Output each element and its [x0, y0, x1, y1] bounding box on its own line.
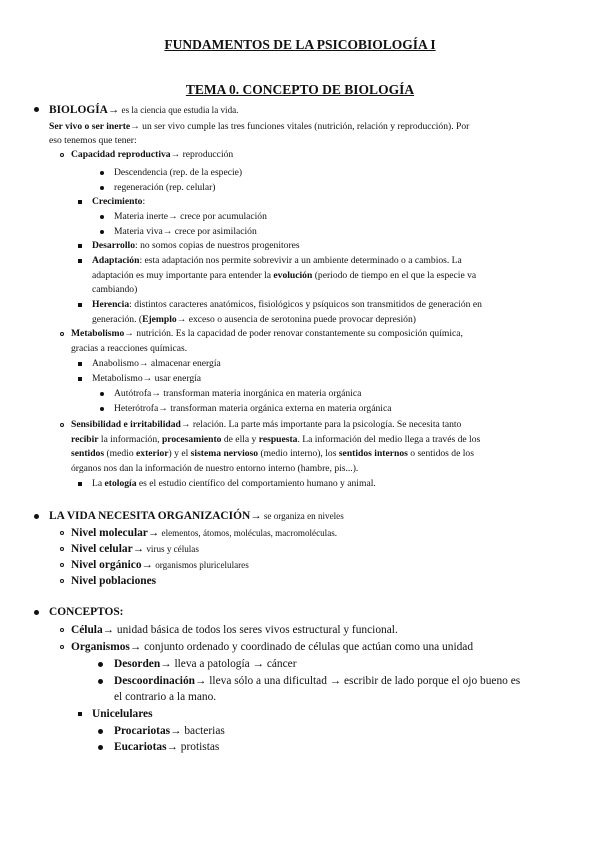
list-item: La etología es el estudio científico del comportamiento humano y animal.	[92, 478, 376, 489]
bullet-icon	[34, 610, 39, 615]
bullet-icon	[60, 579, 64, 583]
bullet-icon	[98, 729, 103, 734]
list-item: regeneración (rep. celular)	[114, 182, 216, 193]
bullet-icon	[60, 332, 64, 336]
section-title: TEMA 0. CONCEPTO DE BIOLOGÍA	[185, 82, 415, 97]
list-item: Nivel poblaciones	[71, 575, 157, 587]
list-item: Desorden→ lleva a patología → cáncer	[114, 658, 297, 670]
bullet-icon	[100, 407, 104, 411]
list-item: Capacidad reproductiva→ reproducción	[71, 149, 234, 160]
text-line: Ser vivo o ser inerte→ un ser vivo cumple las tres funciones vitales (nutrición, relación y reproducción). Por	[49, 121, 470, 132]
bullet-icon	[78, 712, 82, 716]
list-item: Autótrofa→ transforman materia inorgánica en materia orgánica	[114, 388, 362, 399]
bullet-icon	[78, 303, 82, 307]
bullet-icon	[60, 531, 64, 535]
bullet-icon	[60, 563, 64, 567]
list-item: Materia inerte→ crece por acumulación	[114, 211, 267, 222]
bullet-icon	[60, 645, 64, 649]
list-item: Adaptación: esta adaptación nos permite sobrevivir a un ambiente determinado o a cambios. La	[92, 255, 462, 266]
bullet-icon	[60, 423, 64, 427]
bullet-icon	[100, 230, 104, 234]
bullet-icon	[100, 392, 104, 396]
bullet-icon	[78, 362, 82, 366]
text-line: recibir la información, procesamiento de ella y respuesta. La información del medio llega a través de los	[71, 434, 481, 445]
list-item: Descoordinación→ lleva sólo a una dificultad → escribir de lado porque el ojo bueno es	[114, 675, 521, 687]
text-line: gracias a reacciones químicas.	[71, 343, 188, 354]
list-item: Sensibilidad e irritabilidad→ relación. La parte más importante para la psicología. Se necesita tanto	[71, 419, 462, 430]
text-line: sentidos (medio exterior) y el sistema nervioso (medio interno), los sentidos internos o sentidos de los	[71, 448, 474, 459]
document-title: FUNDAMENTOS DE LA PSICOBIOLOGÍA I	[164, 37, 436, 52]
list-item: Herencia: distintos caracteres anatómicos, fisiológicos y psíquicos son transmitidos de generación en	[92, 299, 482, 310]
list-item: Materia viva→ crece por asimilación	[114, 226, 257, 237]
bullet-icon	[78, 244, 82, 248]
list-item: Organismos→ conjunto ordenado y coordinado de células que actúan como una unidad	[71, 641, 474, 653]
bullet-icon	[60, 547, 64, 551]
bullet-icon	[78, 482, 82, 486]
list-item: Crecimiento:	[92, 196, 146, 207]
list-item: Eucariotas→ protistas	[114, 741, 220, 753]
list-item: Heterótrofa→ transforman materia orgánica externa en materia orgánica	[114, 403, 392, 414]
bullet-icon	[98, 745, 103, 750]
bullet-icon	[78, 377, 82, 381]
list-item: Metabolismo→ nutrición. Es la capacidad de poder renovar constantemente su composición química,	[71, 328, 463, 339]
bullet-icon	[100, 171, 104, 175]
bullet-icon	[78, 200, 82, 204]
list-item: Metabolismo→ usar energía	[92, 373, 202, 384]
text-line: cambiando)	[92, 284, 138, 295]
bullet-icon	[100, 186, 104, 190]
bullet-icon	[60, 628, 64, 632]
list-item: Desarrollo: no somos copias de nuestros progenitores	[92, 240, 300, 251]
bullet-icon	[78, 259, 82, 263]
list-item: Unicelulares	[92, 708, 153, 720]
bullet-icon	[34, 107, 39, 112]
list-item: Nivel celular→ virus y células	[71, 543, 199, 555]
text-line: adaptación es muy importante para entender la evolución (periodo de tiempo en el que la especie va	[92, 270, 477, 281]
bullet-icon	[98, 679, 103, 684]
list-item: Procariotas→ bacterias	[114, 725, 225, 737]
list-item: Célula→ unidad básica de todos los seres vivos estructural y funcional.	[71, 624, 398, 636]
list-item: Anabolismo→ almacenar energía	[92, 358, 221, 369]
list-item-biologia: BIOLOGÍA→ es la ciencia que estudia la vida.	[49, 104, 239, 116]
list-item: Nivel orgánico→ organismos pluricelulares	[71, 559, 249, 571]
bullet-icon	[100, 215, 104, 219]
list-item-organizacion: LA VIDA NECESITA ORGANIZACIÓN→ se organiza en niveles	[49, 510, 344, 522]
bullet-icon	[98, 662, 103, 667]
list-item: Nivel molecular→ elementos, átomos, moléculas, macromoléculas.	[71, 527, 338, 539]
text-line: generación. (Ejemplo→ exceso o ausencia de serotonina puede provocar depresión)	[92, 314, 416, 325]
text-line: órganos nos dan la información de nuestro entorno interno (hambre, pis...).	[71, 463, 359, 474]
list-item-conceptos: CONCEPTOS:	[49, 606, 124, 618]
text-line: eso tenemos que tener:	[49, 135, 137, 146]
bullet-icon	[60, 153, 64, 157]
bullet-icon	[34, 514, 39, 519]
list-item: Descendencia (rep. de la especie)	[114, 167, 243, 178]
text-line: el contrario a la mano.	[114, 691, 217, 703]
